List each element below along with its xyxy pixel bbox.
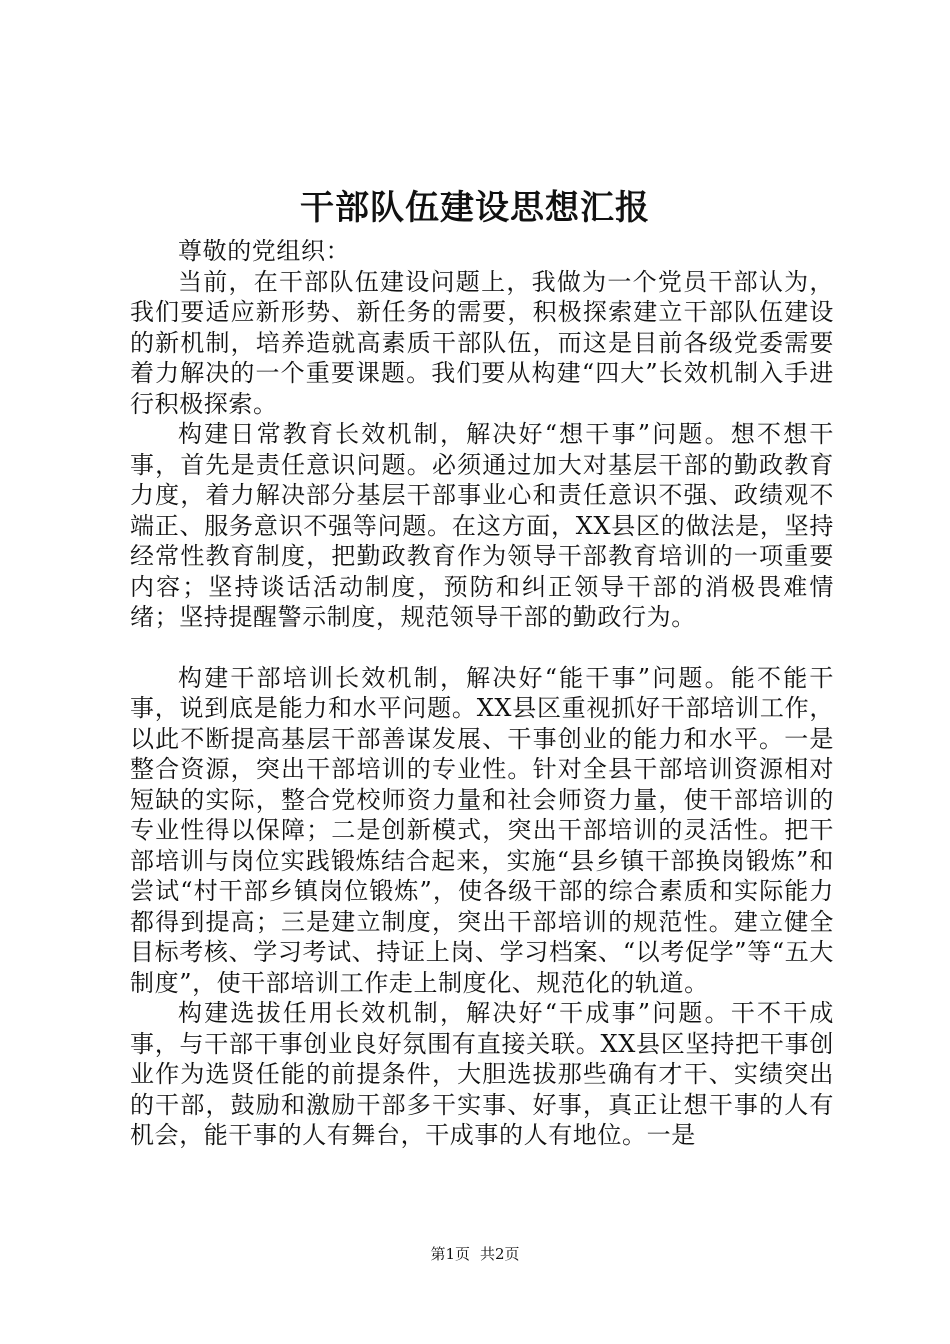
paragraph-daily-education: 构建日常教育长效机制，解决好“想干事”问题。想不想干事，首先是责任意识问题。必须通过加大对基层干部的勤政教育力度，着力解决部分基层干部事业心和责任意识不强、政绩观不端正、服务意识不强等问题。在这方面，XX县区的做法是，坚持经常性教育制度，把勤政教育作为领导干部教育培训的一项重要内容；坚持谈话活动制度，预防和纠正领导干部的消极畏难情绪；坚持提醒警示制度，规范领导干部的勤政行为。 — [130, 420, 834, 631]
page-total: 共2页 — [480, 1245, 520, 1263]
document-body — [130, 236, 834, 1151]
paragraph-training: 构建干部培训长效机制，解决好“能干事”问题。能不能干事，说到底是能力和水平问题。XX县区重视抓好干部培训工作，以此不断提高基层干部善谋发展、干事创业的能力和水平。一是整合资源，突出干部培训的专业性。针对全县干部培训资源相对短缺的实际，整合党校师资力量和社会师资力量，使干部培训的专业性得以保障；二是创新模式，突出干部培训的灵活性。把干部培训与岗位实践锻炼结合起来，实施“县乡镇干部换岗锻炼”和尝试“村干部乡镇岗位锻炼”，使各级干部的综合素质和实际能力都得到提高；三是建立制度，突出干部培训的规范性。建立健全目标考核、学习考试、持证上岗、学习档案、“以考促学”等“五大制度”，使干部培训工作走上制度化、规范化的轨道。 — [130, 663, 834, 997]
document-title: 干部队伍建设思想汇报 — [300, 188, 650, 228]
paragraph-selection: 构建选拔任用长效机制，解决好“干成事”问题。干不干成事，与干部干事创业良好氛围有直接关联。XX县区坚持把干事创业作为选贤任能的前提条件，大胆选拔那些确有才干、实绩突出的干部，鼓励和激励干部多干实事、好事，真正让想干事的人有机会，能干事的人有舞台，干成事的人有地位。一是 — [130, 999, 834, 1149]
paragraph-intro: 当前，在干部队伍建设问题上，我做为一个党员干部认为，我们要适应新形势、新任务的需要，积极探索建立干部队伍建设的新机制，培养造就高素质干部队伍，而这是目前各级党委需要着力解决的一个重要课题。我们要从构建“四大”长效机制入手进行积极探索。 — [130, 267, 834, 418]
page-number: 第1页 — [430, 1245, 470, 1263]
salutation: 尊敬的党组织： — [178, 237, 351, 265]
page-footer — [0, 1244, 950, 1264]
